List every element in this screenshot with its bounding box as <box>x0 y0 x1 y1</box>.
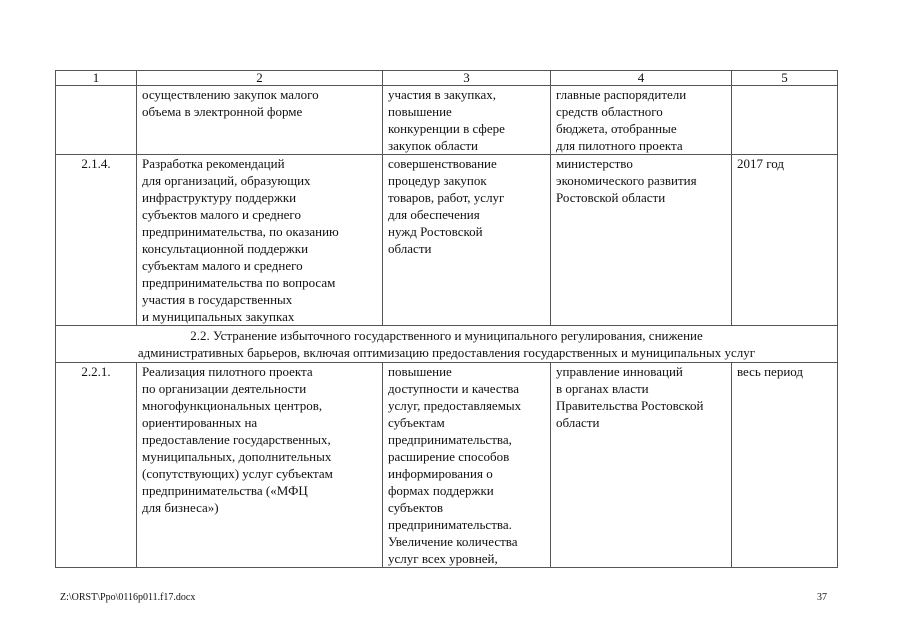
cell-line: совершенствование <box>388 156 497 171</box>
cell-line: экономического развития <box>556 173 697 188</box>
executor-cell <box>551 363 732 568</box>
cell-line: конкуренции в сфере <box>388 121 505 136</box>
section-line: 2.2. Устранение избыточного государственного и муниципального регулирования, снижение <box>190 328 703 343</box>
goal-cell <box>383 363 551 568</box>
table-row <box>56 155 838 326</box>
cell-line: формах поддержки <box>388 483 494 498</box>
cell-line: консультационной поддержки <box>142 241 309 256</box>
deadline-cell: весь период <box>732 363 838 568</box>
cell-line: субъектов малого и среднего <box>142 207 301 222</box>
cell-line: муниципальных, дополнительных <box>142 449 332 464</box>
item-number: 2.1.4. <box>56 155 137 326</box>
cell-line: доступности и качества <box>388 381 520 396</box>
cell-line: предпринимательства, по оказанию <box>142 224 339 239</box>
cell-line: в органах власти <box>556 381 649 396</box>
cell-line: (сопутствующих) услуг субъектам <box>142 466 333 481</box>
cell-line: информирования о <box>388 466 493 481</box>
measure-cell <box>137 86 383 155</box>
cell-line: повышение <box>388 104 452 119</box>
cell-line: осуществлению закупок малого <box>142 87 319 102</box>
cell-line: услуг, предоставляемых <box>388 398 522 413</box>
cell-line: расширение способов <box>388 449 510 464</box>
cell-line: области <box>388 241 432 256</box>
goal-cell <box>383 86 551 155</box>
cell-line: товаров, работ, услуг <box>388 190 505 205</box>
cell-line: услуг всех уровней, <box>388 551 498 566</box>
cell-line: Правительства Ростовской <box>556 398 704 413</box>
cell-line: средств областного <box>556 104 663 119</box>
cell-line: бюджета, отобранные <box>556 121 677 136</box>
cell-line: предпринимательства. <box>388 517 512 532</box>
deadline-cell <box>732 86 838 155</box>
cell-line: процедур закупок <box>388 173 487 188</box>
cell-line: по организации деятельности <box>142 381 307 396</box>
item-number: 2.2.1. <box>56 363 137 568</box>
cell-line: главные распорядители <box>556 87 687 102</box>
cell-line: для обеспечения <box>388 207 480 222</box>
cell-line: Ростовской области <box>556 190 666 205</box>
cell-line: субъектов <box>388 500 444 515</box>
table-row <box>56 363 838 568</box>
header-cell: 3 <box>383 71 551 86</box>
header-cell: 1 <box>56 71 137 86</box>
executor-cell <box>551 155 732 326</box>
cell-line: повышение <box>388 364 452 379</box>
cell-line: для пилотного проекта <box>556 138 683 153</box>
document-table <box>55 70 838 568</box>
cell-line: многофункциональных центров, <box>142 398 323 413</box>
cell-line: области <box>556 415 600 430</box>
cell-line: предпринимательства («МФЦ <box>142 483 308 498</box>
section-line: административных барьеров, включая оптимизацию предоставления государственных и муниципальных услуг <box>137 345 756 360</box>
header-cell: 2 <box>137 71 383 86</box>
goal-cell <box>383 155 551 326</box>
cell-line: предпринимательства, <box>388 432 512 447</box>
cell-line: участия в государственных <box>142 292 293 307</box>
cell-line: предоставление государственных, <box>142 432 331 447</box>
section-heading <box>56 326 838 363</box>
header-cell: 5 <box>732 71 838 86</box>
cell-line: Увеличение количества <box>388 534 518 549</box>
header-row <box>56 71 838 86</box>
measure-cell <box>137 155 383 326</box>
cell-line: закупок области <box>388 138 479 153</box>
header-cell: 4 <box>551 71 732 86</box>
cell-line: для организаций, образующих <box>142 173 311 188</box>
item-number <box>56 86 137 155</box>
cell-line: для бизнеса») <box>142 500 219 515</box>
cell-line: инфраструктуру поддержки <box>142 190 297 205</box>
cell-line: Реализация пилотного проекта <box>142 364 313 379</box>
deadline-cell: 2017 год <box>732 155 838 326</box>
measure-cell <box>137 363 383 568</box>
cell-line: нужд Ростовской <box>388 224 483 239</box>
cell-line: субъектам малого и среднего <box>142 258 303 273</box>
table-row <box>56 86 838 155</box>
page-number: 37 <box>817 592 827 603</box>
cell-line: министерство <box>556 156 633 171</box>
cell-line: управление инноваций <box>556 364 683 379</box>
section-row <box>56 326 838 363</box>
cell-line: Разработка рекомендаций <box>142 156 285 171</box>
file-path: Z:\ORST\Ppo\0116p011.f17.docx <box>60 592 196 603</box>
cell-line: и муниципальных закупках <box>142 309 295 324</box>
cell-line: ориентированных на <box>142 415 258 430</box>
cell-line: объема в электронной форме <box>142 104 303 119</box>
cell-line: предпринимательства по вопросам <box>142 275 336 290</box>
executor-cell <box>551 86 732 155</box>
cell-line: субъектам <box>388 415 445 430</box>
cell-line: участия в закупках, <box>388 87 496 102</box>
